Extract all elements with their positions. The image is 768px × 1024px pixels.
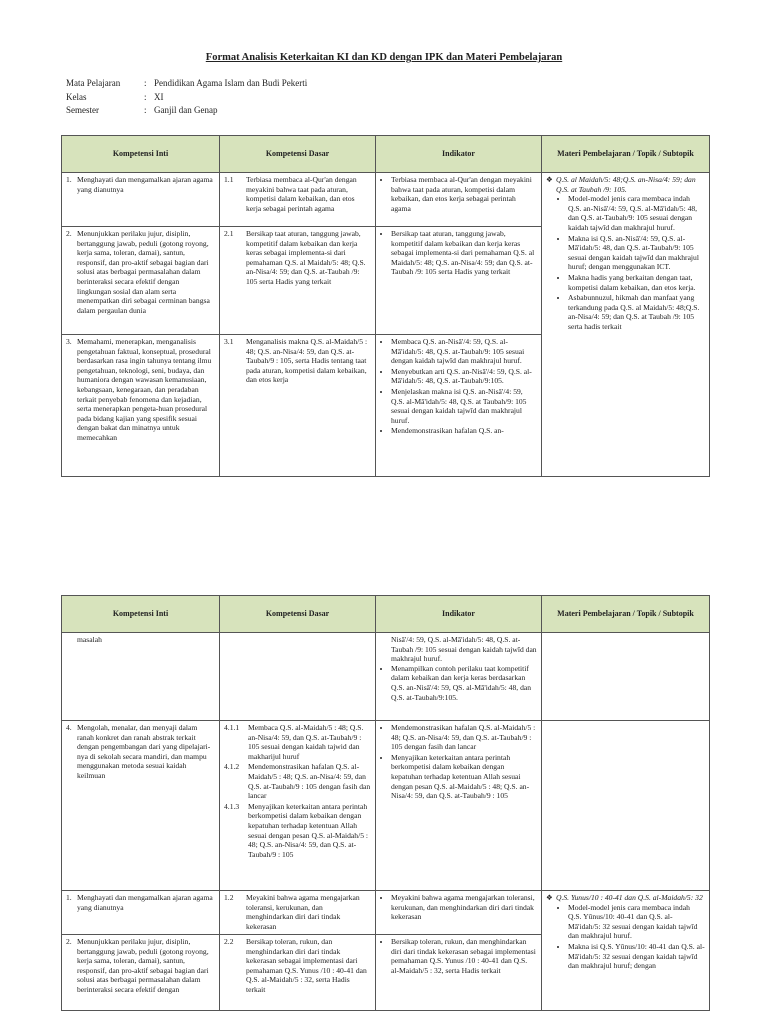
indikator-cell bbox=[376, 633, 542, 721]
ki-text: Menghayati dan mengamalkan ajaran agama yang dianutnya bbox=[77, 175, 213, 194]
kd-number: 4.1.2 bbox=[224, 762, 240, 772]
kd-text: Menganalisis makna Q.S. al-Maidah/5 : 48; Q.S. an-Nisa/4: 59, dan Q.S. at-Taubah/9 : 105, serta Hadis tentang taat pada aturan, kompetisi dalam kebaikan, dan etos kerja bbox=[246, 337, 368, 385]
meta-separator: : bbox=[144, 91, 147, 102]
header-indikator: Indikator bbox=[376, 596, 542, 633]
kd-text: Meyakini bahwa agama mengajarkan toleransi, kerukunan, dan menghindarkan diri dari tindak kekerasan bbox=[246, 893, 360, 931]
kd-text: Menyajikan keterkaitan antara perintah berkompetisi dalam kebaikan dengan kepatuhan terhadap ketentuan Allah sesuai dengan pesan Q.S. al-Maidah/5 : 48; Q.S. an-Nisa/4: 59, dan Q.S. at-Taubah/9 : 105 bbox=[248, 801, 368, 859]
ki-cell bbox=[62, 335, 220, 477]
ki-text: Mengolah, menalar, dan menyaji dalam ranah konkret dan ranah abstrak terkait dengan pengembangan dari yang dipelajari-nya di sekolah secara mandiri, dan mampu menggunakan metoda sesuai kaidah keilmuan bbox=[77, 723, 211, 780]
meta-label: Mata Pelajaran bbox=[66, 78, 121, 88]
table-row bbox=[62, 891, 710, 935]
header-kompetensi-inti: Kompetensi Inti bbox=[62, 136, 220, 173]
kd-number: 3.1 bbox=[224, 337, 234, 346]
materi-item: • Model-model jenis cara membaca indah Q.S. Yūnus/10: 40-41 dan Q.S. al-Mā'idah/5: 32 sesuai dengan kaidah tajwīd dan makhrajul huruf. bbox=[568, 903, 705, 941]
ki-text: Menunjukkan perilaku jujur, disiplin, bertanggung jawab, peduli (gotong royong, kerja sama, toleran, damai), santun, responsif, dan pro-aktif sebagai bagian dari solusi atas berbagai permasalahan dalam berinteraksi secara efektif dengan bbox=[77, 937, 209, 994]
indikator-cell bbox=[376, 721, 542, 891]
header-kompetensi-dasar: Kompetensi Dasar bbox=[220, 596, 376, 633]
meta-row-class bbox=[66, 91, 307, 105]
ki-number: 1. bbox=[66, 175, 72, 184]
indikator-item: • Terbiasa membaca al-Qur'an dengan meyakini bahwa taat pada aturan, kompetisi dalam kebaikan, dan etos kerja sebagai perintah agama bbox=[391, 175, 537, 213]
table-row bbox=[62, 721, 710, 891]
ki-text: Menghayati dan mengamalkan ajaran agama yang dianutnya bbox=[77, 893, 213, 912]
ki-text: Menunjukkan perilaku jujur, disiplin, bertanggung jawab, peduli (gotong royong, kerja sama, toleran, damai), santun, responsif, dan pro-aktif sebagai bagian dari solusi atas berbagai permasalahan dalam berinteraksi secara efektif dengan lingkungan sosial dan alam serta menempatkan diri sebagai cerminan bangsa dalam pergaulan dunia bbox=[77, 229, 210, 315]
meta-separator: : bbox=[144, 78, 147, 88]
materi-heading: Q.S. Yunus/10 : 40-41 dan Q.S. al-Maidah/5: 32 bbox=[556, 893, 703, 902]
ki-number: 4. bbox=[66, 723, 72, 732]
kd-text: Bersikap taat aturan, tanggung jawab, kompetitif dalam kebaikan dan kerja keras sebagai implementa-si dari pemahaman Q.S. al Maidah/5: 48; Q.S. an-Nisa/4: 59; dan Q.S. at-Taubah /9: 105 serta Hadis yang terkait bbox=[246, 229, 366, 286]
indikator-cell bbox=[376, 173, 542, 227]
indikator-item: • Bersikap toleran, rukun, dan menghindarkan diri dari tindak kekerasan sebagai implementasi pemahaman Q.S. Yunus /10 : 40-41 dan Q.S. al-Maidah/5 : 32, serta Hadis terkait bbox=[391, 937, 537, 975]
ki-text: Memahami, menerapkan, menganalisis pengetahuan faktual, konseptual, prosedural berdasarkan rasa ingin tahunya tentang ilmu pengetahuan, teknologi, seni, budaya, dan humaniora dengan wawasan kemanusiaan, kebangsaan, kenegaraan, dan peradaban terkait penyebab fenomena dan kejadian, serta menerapkan pengeta-huan prosedural pada bidang kajian yang spesifik sesuai dengan bakat dan minatnya untuk memecahkan bbox=[77, 337, 212, 442]
indikator-item: • Menyebutkan arti Q.S. an-Nisā'/4: 59, Q.S. al-Mā'idah/5: 48, Q.S. at-Taubah/9:105. bbox=[391, 367, 537, 386]
materi-cell bbox=[542, 633, 710, 721]
header-materi: Materi Pembelajaran / Topik / Subtopik bbox=[542, 596, 710, 633]
kd-cell bbox=[220, 891, 376, 935]
indikator-item: • Membaca Q.S. an-Nisā'/4: 59, Q.S. al-Mā'idah/5: 48, Q.S. at-Taubah/9: 105 sesuai dengan kaidah tajwīd dan makhrajul huruf. bbox=[391, 337, 537, 366]
ki-cell bbox=[62, 227, 220, 335]
materi-item: • Makna hadis yang berkaitan dengan taat, kompetisi dalam kebaikan, dan etos kerja. bbox=[568, 273, 705, 292]
indikator-item: • Meyakini bahwa agama mengajarkan toleransi, kerukunan, dan menghindarkan diri dari tindak kekerasan bbox=[391, 893, 537, 922]
meta-label: Semester bbox=[66, 105, 99, 115]
ki-cell bbox=[62, 891, 220, 935]
indikator-cell bbox=[376, 891, 542, 935]
header-kompetensi-dasar: Kompetensi Dasar bbox=[220, 136, 376, 173]
materi-cell bbox=[542, 891, 710, 1011]
table-row bbox=[62, 173, 710, 227]
ki-cell bbox=[62, 935, 220, 1011]
analysis-table-page-2 bbox=[61, 595, 710, 1011]
materi-item: • Makna isi Q.S. an-Nisā'/4: 59, Q.S. al-Mā'idah/5: 48, dan Q.S. at-Taubah/9: 105 sesuai dengan kaidah tajwīd dan makhrajul huruf; dengan menggunakan ICT. bbox=[568, 234, 705, 272]
meta-value: Pendidikan Agama Islam dan Budi Pekerti bbox=[154, 78, 308, 88]
indikator-item: • Mendemonstrasikan hafalan Q.S. al-Maidah/5 : 48; Q.S. an-Nisa/4: 59, dan Q.S. at-Taubah/9 : 105 dengan fasih dan lancar bbox=[391, 723, 537, 752]
kd-cell bbox=[220, 227, 376, 335]
kd-text: Bersikap toleran, rukun, dan menghindarkan diri dari tindak kekerasan sebagai implementasi dari pemahaman Q.S. Yunus /10 : 40-41 dan Q.S. al-Maidah/5 : 32, serta Hadis terkait bbox=[246, 937, 367, 994]
kd-cell bbox=[220, 721, 376, 891]
diamond-bullet-icon: ❖ bbox=[546, 893, 553, 902]
meta-separator: : bbox=[144, 105, 147, 115]
kd-number: 1.1 bbox=[224, 175, 234, 184]
kd-text: Mendemonstrasikan hafalan Q.S. al-Maidah/5 : 48; Q.S. an-Nisa/4: 59, dan Q.S. at-Taubah/9 : 105 dengan fasih dan lancar bbox=[248, 762, 371, 801]
kd-number: 2.1 bbox=[224, 229, 234, 238]
meta-row-subject bbox=[66, 77, 307, 91]
kd-number: 2.2 bbox=[224, 937, 234, 946]
indikator-cell bbox=[376, 935, 542, 1011]
kd-cell bbox=[220, 935, 376, 1011]
meta-value: Ganjil dan Genap bbox=[154, 105, 218, 115]
kd-number: 4.1.1 bbox=[224, 723, 240, 732]
indikator-item: • Bersikap taat aturan, tanggung jawab, kompetitif dalam kebaikan dan kerja keras sebagai implementa-si dari pemahaman Q.S. al Maidah/5: 48; Q.S. an-Nisa/4: 59; dan Q.S. at-Taubah /9: 105 serta Hadis yang terkait bbox=[391, 229, 537, 277]
ki-number: 2. bbox=[66, 229, 72, 238]
materi-item: • Makna isi Q.S. Yūnus/10: 40-41 dan Q.S. al-Mā'idah/5: 32 sesuai dengan kaidah tajwīd dan makhrajul huruf; dengan bbox=[568, 942, 705, 971]
meta-row-semester bbox=[66, 104, 307, 118]
analysis-table-page-1 bbox=[61, 135, 710, 477]
diamond-bullet-icon: ❖ bbox=[546, 175, 553, 184]
indikator-cell bbox=[376, 335, 542, 477]
ki-number: 2. bbox=[66, 937, 72, 946]
header-indikator: Indikator bbox=[376, 136, 542, 173]
kd-number: 1.2 bbox=[224, 893, 234, 902]
meta-value: XI bbox=[154, 91, 164, 102]
document-meta bbox=[66, 77, 307, 118]
materi-heading: Q.S. al Maidah/5: 48;Q.S. an-Nisa/4: 59; dan Q.S. at Taubah /9: 105. bbox=[556, 175, 696, 194]
ki-text: masalah bbox=[77, 635, 102, 644]
materi-item: • Asbabunnuzul, hikmah dan manfaat yang terkandung pada Q.S. al Maidah/5: 48;Q.S. an-Nisa/4: 59; dan Q.S. at Taubah /9: 105 serta hadis terkait bbox=[568, 293, 705, 331]
ki-cell bbox=[62, 721, 220, 891]
indikator-item: • Mendemonstrasikan hafalan Q.S. an- bbox=[391, 426, 537, 436]
kd-cell bbox=[220, 335, 376, 477]
indikator-item: • Menampilkan contoh perilaku taat kompetitif dalam kebaikan dan kerja keras berdasarkan Q.S. an-Nisā'/4: 59, QS. al-Mā'idah/5: 48, dan Q.S. at-Taubah/9:105. bbox=[391, 664, 537, 702]
ki-cell bbox=[62, 633, 220, 721]
header-materi: Materi Pembelajaran / Topik / Subtopik bbox=[542, 136, 710, 173]
materi-item: • Model-model jenis cara membaca indah Q.S. an-Nisā'/4: 59, Q.S. al-Mā'idah/5: 48, dan Q.S. at-Taubah/9: 105 sesuai dengan kaidah tajwīd dan makhrajul huruf. bbox=[568, 194, 705, 232]
indikator-cell bbox=[376, 227, 542, 335]
ki-number: 3. bbox=[66, 337, 72, 346]
indikator-item: • Menjelaskan makna isi Q.S. an-Nisā'/4: 59, Q.S. al-Mā'idah/5: 48, Q.S. at Taubah/9: 105 sesuai dengan kaidah tajwīd dan makhrajul huruf. bbox=[391, 387, 537, 425]
meta-label: Kelas bbox=[66, 91, 87, 102]
ki-cell bbox=[62, 173, 220, 227]
kd-number: 4.1.3 bbox=[224, 801, 240, 811]
materi-cell bbox=[542, 721, 710, 891]
ki-number: 1. bbox=[66, 893, 72, 902]
document-title: Format Analisis Keterkaitan KI dan KD dengan IPK dan Materi Pembelajaran bbox=[205, 52, 563, 63]
kd-text: Membaca Q.S. al-Maidah/5 : 48; Q.S. an-Nisa/4: 59, dan Q.S. at-Taubah/9 : 105 sesuai dengan kaidah tajwid dan makharijul huruf bbox=[248, 723, 364, 761]
materi-cell bbox=[542, 173, 710, 477]
indikator-continuation: Nisā'/4: 59, Q.S. al-Mā'idah/5: 48, Q.S. at-Taubah /9: 105 sesuai dengan kaidah tajwīd dan makhrajul huruf. bbox=[391, 635, 537, 664]
kd-text: Terbiasa membaca al-Qur'an dengan meyakini bahwa taat pada aturan, kompetisi dalam kebaikan, dan etos kerja sebagai perintah agama bbox=[246, 175, 357, 213]
table-row bbox=[62, 633, 710, 721]
indikator-item: • Menyajikan keterkaitan antara perintah berkompetisi dalam kebaikan dengan kepatuhan terhadap ketentuan Allah sesuai dengan pesan Q.S. al-Maidah/5 : 48; Q.S. an-Nisa/4: 59, dan Q.S. at-Taubah/9 : 105 bbox=[391, 753, 537, 801]
kd-cell bbox=[220, 633, 376, 721]
header-kompetensi-inti: Kompetensi Inti bbox=[62, 596, 220, 633]
kd-cell bbox=[220, 173, 376, 227]
